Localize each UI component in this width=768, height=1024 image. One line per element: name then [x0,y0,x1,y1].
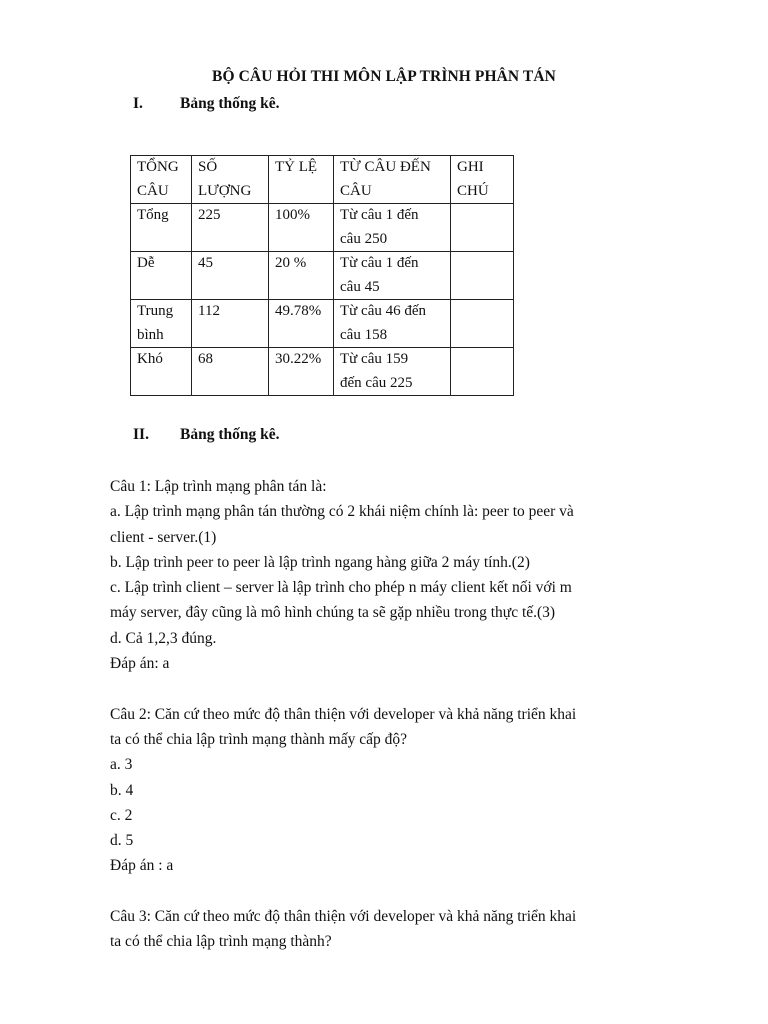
question-2 [110,702,670,879]
table-header-cell: TỶ LỆ [269,156,334,204]
table-cell: 49.78% [269,300,334,348]
table-cell [451,252,514,300]
table-cell: 30.22% [269,348,334,396]
question-line: Câu 3: Căn cứ theo mức độ thân thiện với developer và khả năng triển khai [110,908,577,926]
table-header-row [131,156,514,204]
answer-option: b. 4 [110,781,134,799]
table-cell: 20 % [269,252,334,300]
answer-option: c. 2 [110,806,133,824]
document-title: BỘ CÂU HỎI THI MÔN LẬP TRÌNH PHÂN TÁN [212,68,556,85]
answer-option: máy server, đây cũng là mô hình chúng ta sẽ gặp nhiều trong thực tế.(3) [110,604,556,622]
answer-option: a. Lập trình mạng phân tán thường có 2 khái niệm chính là: peer to peer và [110,503,574,521]
table-cell: Tổng [131,204,192,252]
table-header-cell: SỐ LƯỢNG [192,156,269,204]
table-cell: Dễ [131,252,192,300]
table-header-cell: TỪ CÂU ĐẾN CÂU [334,156,451,204]
answer-option: a. 3 [110,756,133,774]
section-number: I. [133,95,143,112]
section-title: Bảng thống kê. [180,426,280,443]
table-cell [451,300,514,348]
table-cell: Từ câu 1 đến câu 250 [334,204,451,252]
table-cell: 100% [269,204,334,252]
table-header-cell: GHI CHÚ [451,156,514,204]
table-cell: Từ câu 1 đến câu 45 [334,252,451,300]
question-line: ta có thể chia lập trình mạng thành mấy cấp độ? [110,730,407,748]
table-header-cell: TỔNG CÂU [131,156,192,204]
question-1 [110,474,670,676]
section-title: Bảng thống kê. [180,95,280,112]
table-cell: 68 [192,348,269,396]
table-cell: 45 [192,252,269,300]
answer-option: c. Lập trình client – server là lập trình cho phép n máy client kết nối với m [110,579,572,597]
answer-key: Đáp án : a [110,857,174,875]
table-cell [451,204,514,252]
table-row [131,204,514,252]
section-number: II. [133,426,149,443]
question-list [110,474,670,955]
table-cell: Trung bình [131,300,192,348]
table-cell: Từ câu 46 đến câu 158 [334,300,451,348]
table-row [131,348,514,396]
answer-option: d. Cả 1,2,3 đúng. [110,629,217,647]
paragraph-gap [110,879,670,904]
question-3 [110,904,670,955]
answer-key: Đáp án: a [110,655,170,673]
answer-option: client - server.(1) [110,528,217,546]
paragraph-gap [110,676,670,701]
table-cell: 112 [192,300,269,348]
table-cell: Từ câu 159 đến câu 225 [334,348,451,396]
table-cell: 225 [192,204,269,252]
question-line: ta có thể chia lập trình mạng thành? [110,933,332,951]
table-cell: Khó [131,348,192,396]
table-cell [451,348,514,396]
statistics-table [130,155,514,396]
question-line: Câu 2: Căn cứ theo mức độ thân thiện với developer và khả năng triển khai [110,705,577,723]
table-row [131,300,514,348]
question-line: Câu 1: Lập trình mạng phân tán là: [110,478,327,495]
answer-option: d. 5 [110,832,134,850]
table-row [131,252,514,300]
answer-option: b. Lập trình peer to peer là lập trình ngang hàng giữa 2 máy tính.(2) [110,553,530,571]
